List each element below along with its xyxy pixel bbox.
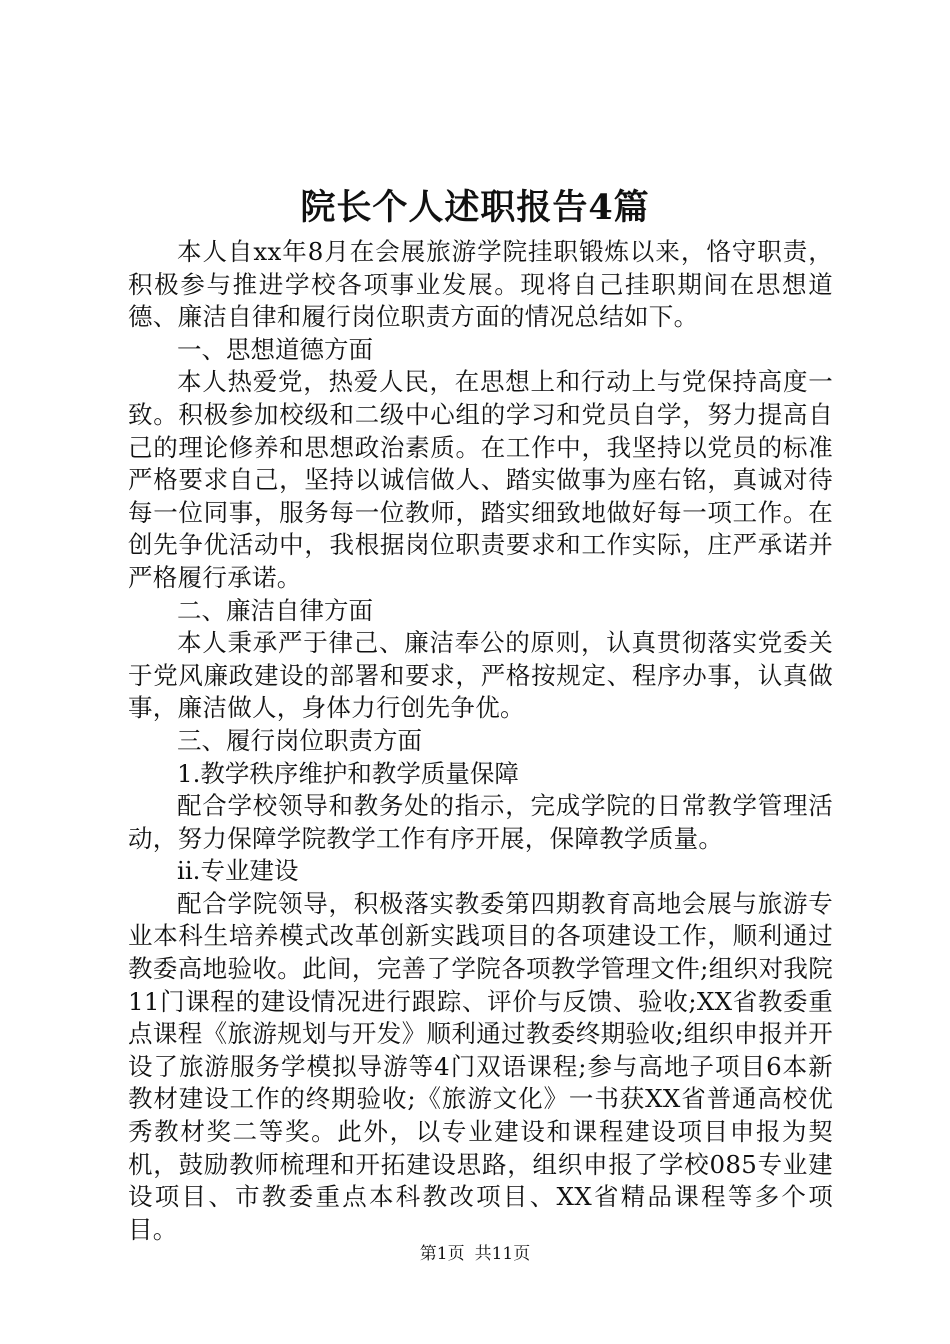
page-number: 第1页 [419,1244,465,1264]
subsection-heading-teaching-quality: 1.教学秩序维护和教学质量保障 [177,758,519,788]
intro-paragraph: 本人自xx年8月在会展旅游学院挂职锻炼以来，恪守职责，积极参与推进学校各项事业发展。现将自己挂职期间在思想道德、廉洁自律和履行岗位职责方面的情况总结如下。 [128,237,833,332]
major-construction-paragraph: 配合学院领导，积极落实教委第四期教育高地会展与旅游专业本科生培养模式改革创新实践项目的各项建设工作，顺利通过教委高地验收。此间，完善了学院各项教学管理文件;组织对我院11门课程的建设情况进行跟踪、评价与反馈、验收;XX省教委重点课程《旅游规划与开发》顺利通过教委终期验收;组织申报并开设了旅游服务学模拟导游等4门双语课程;参与高地子项目6本新教材建设工作的终期验收;《旅游文化》一书获XX省普通高校优秀教材奖二等奖。此外，以专业建设和课程建设项目申报为契机，鼓励教师梳理和开拓建设思路，组织申报了学校085专业建设项目、市教委重点本科教改项目、XX省精品课程等多个项目。 [128,888,833,1244]
teaching-quality-paragraph: 配合学校领导和教务处的指示，完成学院的日常教学管理活动，努力保障学院教学工作有序开展，保障教学质量。 [128,791,833,853]
document-body [128,236,833,1246]
page-total: 共11页 [474,1244,531,1264]
section-heading-ideology: 一、思想道德方面 [177,334,373,364]
page-title: 院长个人述职报告4篇 [300,187,650,228]
integrity-paragraph: 本人秉承严于律己、廉洁奉公的原则，认真贯彻落实党委关于党风廉政建设的部署和要求，严格按规定、程序办事，认真做事，廉洁做人，身体力行创先争优。 [128,628,833,723]
subsection-heading-major-construction: ii.专业建设 [177,856,299,886]
section-heading-duties: 三、履行岗位职责方面 [177,725,422,755]
ideology-paragraph: 本人热爱党，热爱人民，在思想上和行动上与党保持高度一致。积极参加校级和二级中心组的学习和党员自学，努力提高自己的理论修养和思想政治素质。在工作中，我坚持以党员的标准严格要求自己，坚持以诚信做人、踏实做事为座右铭，真诚对待每一位同事，服务每一位教师，踏实细致地做好每一项工作。在创先争优活动中，我根据岗位职责要求和工作实际，庄严承诺并严格履行承诺。 [128,367,833,592]
page-footer [0,1242,950,1266]
section-heading-integrity: 二、廉洁自律方面 [177,595,373,625]
